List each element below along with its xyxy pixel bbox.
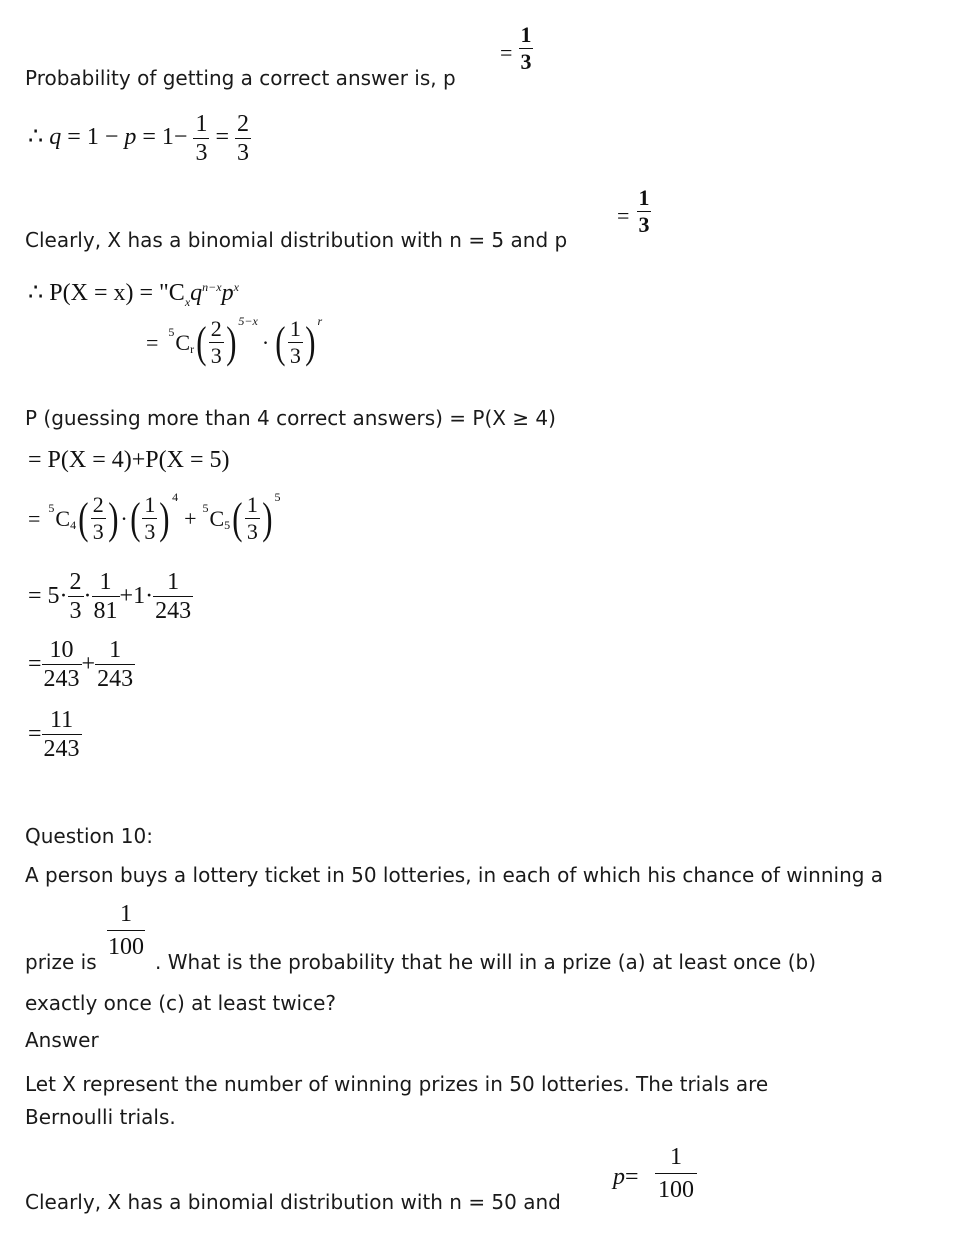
fraction-numerator: 2 <box>210 316 222 341</box>
multiply-dot: · <box>83 583 92 609</box>
fraction-denominator: 3 <box>144 519 156 544</box>
sum-expression: = P(X = 4)+P(X = 5) <box>28 447 230 473</box>
var-q: q <box>190 280 203 306</box>
answer-binomial-statement: Clearly, X has a binomial distribution with n = 50 and <box>25 1190 561 1214</box>
number: 1 <box>86 124 99 151</box>
equals-sign: = <box>28 651 42 677</box>
equals-sign: = <box>67 124 81 151</box>
question-line-2-end: . What is the probability that he will in a prize (a) at least once (b) <box>155 950 817 974</box>
fraction-numerator: 11 <box>49 707 74 733</box>
fraction-one-third <box>519 24 533 73</box>
equals-sign: = <box>28 505 41 531</box>
numeric-expression <box>28 570 193 623</box>
fraction-numerator: 10 <box>49 637 74 663</box>
paren-close: ) <box>159 493 170 543</box>
number: 1 <box>161 124 174 151</box>
combination-symbol: C <box>55 505 71 531</box>
expression-lead: = 5· <box>28 583 68 609</box>
answer-heading: Answer <box>25 1028 99 1052</box>
fraction-numerator: 1 <box>144 492 156 517</box>
exponent: x <box>233 280 239 294</box>
fraction-numerator: 1 <box>246 492 258 517</box>
pmf-formula <box>28 278 239 307</box>
var-q: q <box>49 124 62 151</box>
fraction-denominator: 3 <box>520 49 532 74</box>
fraction-two-thirds <box>209 318 224 367</box>
plus-sign: + <box>184 505 197 531</box>
fraction-one-hundredth <box>655 1145 697 1202</box>
prescript: 5 <box>48 501 55 515</box>
q-equation <box>28 112 251 165</box>
subscript: x <box>184 294 191 309</box>
fraction-denominator: 3 <box>92 519 104 544</box>
plus-sign: + <box>81 651 96 677</box>
fraction-denominator: 243 <box>43 666 80 692</box>
fraction-one-third <box>142 494 157 543</box>
fraction-numerator: 2 <box>237 111 250 137</box>
fraction-one-third <box>288 318 303 367</box>
fraction-numerator: 1 <box>120 901 132 927</box>
p-equals <box>613 1164 639 1191</box>
prescript: 5 <box>202 501 209 515</box>
formula-text: ∴ P(X = x) = "C <box>28 280 185 306</box>
var-p: p <box>221 280 234 306</box>
plus-term: +1· <box>119 583 154 609</box>
fraction-denominator: 100 <box>108 934 144 960</box>
paren-close: ) <box>225 317 237 367</box>
fraction-denominator: 81 <box>93 598 118 624</box>
therefore-symbol: ∴ <box>28 124 44 151</box>
fraction-two-thirds <box>68 570 84 623</box>
var-p: p <box>124 124 137 151</box>
fraction-one-243 <box>153 570 193 623</box>
fraction-one-third <box>637 187 651 236</box>
fraction-eleven-243 <box>42 708 82 761</box>
fraction-ten-243 <box>42 638 82 691</box>
paren-open: ( <box>275 317 286 367</box>
multiply-dot: · <box>261 329 270 355</box>
fraction-denominator: 3 <box>210 343 222 368</box>
sum-of-fractions <box>28 638 135 691</box>
fraction-two-thirds <box>91 494 106 543</box>
fraction-denominator: 3 <box>289 343 301 368</box>
fraction-numerator: 1 <box>99 569 112 595</box>
pmf-substituted: = 5 C $_r$ ( $\frac{2}{3}$ ) $^{5-x}$ · ( $\frac{1}{3}$ ) $^r$ <box>146 313 323 368</box>
fraction-numerator: 1 <box>520 22 532 47</box>
fraction-numerator: 1 <box>670 1144 682 1170</box>
fraction-denominator: 100 <box>658 1177 694 1203</box>
equals-sign: = <box>617 203 630 228</box>
paren-open: ( <box>196 317 207 367</box>
question-line-2-start: prize is <box>25 950 97 974</box>
fraction-two-thirds <box>235 112 251 165</box>
sum-expanded: = 5 C $_4$ ( $\frac{2}{3}$ ) · ( $\frac{1}{3}$ ) $^4$ + 5 C $_5$ ( $\frac{1}{3}$ ) $^5$ <box>28 489 281 544</box>
minus-sign: − <box>173 124 188 151</box>
paren-open: ( <box>129 493 141 543</box>
fraction-one-third <box>193 112 209 165</box>
question-line-1: A person buys a lottery ticket in 50 lotteries, in each of which his chance of winning a <box>25 863 884 887</box>
question-line-3: exactly once (c) at least twice? <box>25 991 337 1015</box>
fraction-numerator: 1 <box>195 111 208 137</box>
fraction-denominator: 243 <box>43 736 80 762</box>
fraction-one-81 <box>92 570 120 623</box>
combination-symbol: C <box>209 505 225 531</box>
exponent: n−x <box>202 280 222 294</box>
var-p: p <box>613 1164 625 1190</box>
binomial-statement: Clearly, X has a binomial distribution with n = 5 and p <box>25 228 568 252</box>
fraction-denominator: 3 <box>69 598 82 624</box>
equals-sign: = <box>625 1164 639 1190</box>
fraction-denominator: 3 <box>638 212 650 237</box>
answer-paragraph-1: Let X represent the number of winning prizes in 50 lotteries. The trials are <box>25 1072 769 1096</box>
equals-sign: = <box>142 124 156 151</box>
fraction-numerator: 1 <box>109 637 122 663</box>
fraction-denominator: 243 <box>97 666 134 692</box>
paren-close: ) <box>107 493 119 543</box>
equals-sign: = <box>28 721 42 747</box>
multiply-dot: · <box>120 505 128 531</box>
equals-sign: = <box>215 124 230 151</box>
paren-open: ( <box>232 493 243 543</box>
fraction-numerator: 2 <box>92 492 104 517</box>
fraction-one-third <box>245 494 260 543</box>
probability-question-statement: P (guessing more than 4 correct answers) = P(X ≥ 4) <box>25 406 556 430</box>
combination-symbol: C <box>175 329 191 355</box>
fraction-numerator: 1 <box>638 185 650 210</box>
minus-sign: − <box>104 124 119 151</box>
answer-paragraph-2: Bernoulli trials. <box>25 1105 176 1129</box>
fraction-numerator: 2 <box>69 569 82 595</box>
fraction-one-243 <box>95 638 135 691</box>
paren-close: ) <box>305 317 316 367</box>
paren-close: ) <box>262 493 273 543</box>
equals-sign: = <box>146 329 159 355</box>
final-result <box>28 708 82 761</box>
fraction-numerator: 1 <box>289 316 301 341</box>
fraction-numerator: 1 <box>167 569 180 595</box>
probability-statement: Probability of getting a correct answer is, p <box>25 66 456 90</box>
fraction-one-hundredth <box>107 902 145 959</box>
fraction-denominator: 3 <box>195 140 208 166</box>
equals-sign: = <box>500 40 513 65</box>
paren-open: ( <box>78 493 89 543</box>
fraction-denominator: 3 <box>246 519 258 544</box>
prescript: 5 <box>168 325 175 339</box>
fraction-denominator: 243 <box>155 598 192 624</box>
fraction-denominator: 3 <box>237 140 250 166</box>
question-heading: Question 10: <box>25 824 153 848</box>
